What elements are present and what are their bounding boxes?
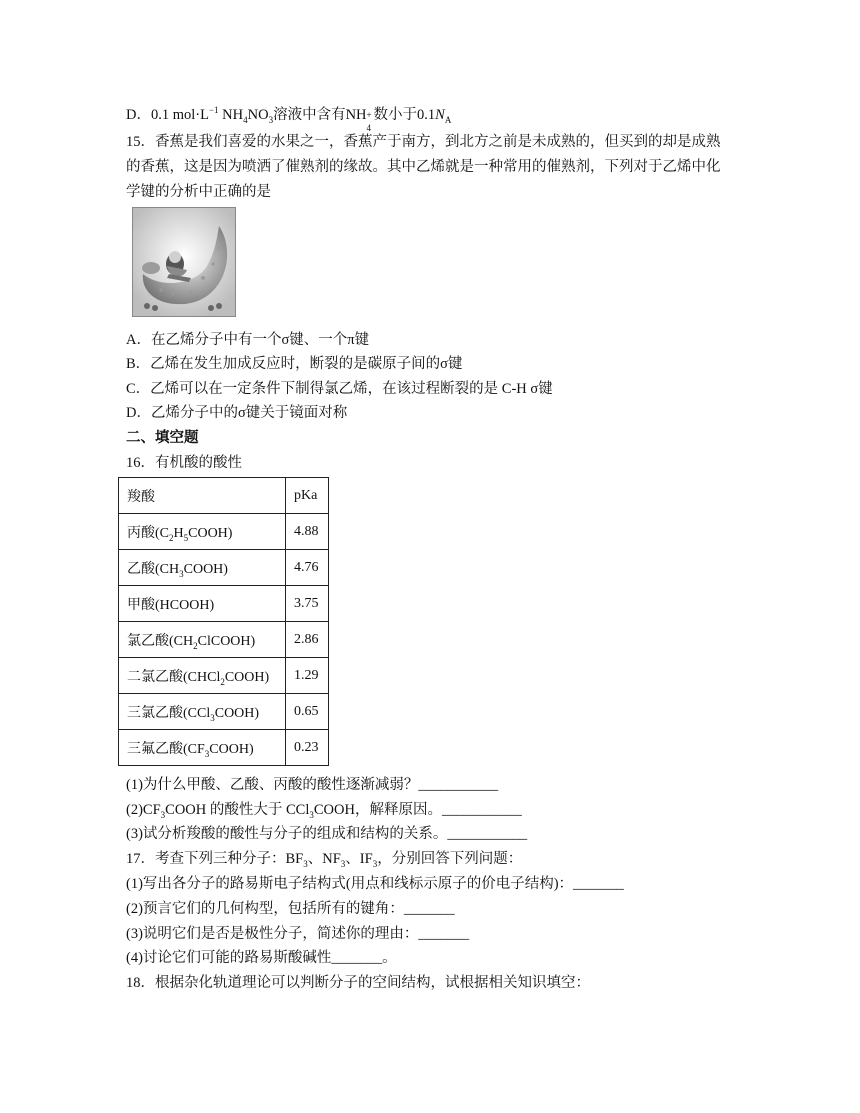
acid-name: 丙酸$(C_2H_5COOH)$ [119,514,286,550]
q17-sub3: (3)说明它们是否是极性分子，简述你的理由：_______ [126,926,470,942]
q16-sub1: (1)为什么甲酸、乙酸、丙酸的酸性逐渐减弱？___________ [126,777,499,793]
table-row [119,622,329,658]
q17-sub4: (4)讨论它们可能的路易斯酸碱性_______。 [126,950,397,966]
q15-stem-line2: 的香蕉，这是因为喷洒了催熟剂的缘故。其中乙烯就是一种常用的催熟剂，下列对于乙烯中化 [126,159,721,175]
table-row [119,586,329,622]
table-row [119,694,329,730]
header-acid: 羧酸 [119,478,286,514]
banana-girl-illustration [132,207,236,317]
table-row [119,550,329,586]
q15-stem-line3: 学键的分析中正确的是 [126,184,271,200]
acid-name: 甲酸(HCOOH) [119,586,286,622]
q17-sub1: (1)写出各分子的路易斯电子结构式(用点和线标示原子的价电子结构)：_______ [126,876,624,892]
acid-pka-table [118,477,329,766]
acid-pka: 4.76 [286,550,329,586]
q14-option-d: D．0.1 $mol\cdot L^{-1}$ $NH_4NO_3$溶液中含有NH + 4 数小于$0.1N_A$ [126,105,452,133]
acid-pka: 1.29 [286,658,329,694]
header-pka: pKa [286,478,329,514]
acid-name: 三氟乙酸$(CF_3COOH)$ [119,730,286,766]
acid-pka: 2.86 [286,622,329,658]
table-row [119,658,329,694]
q17-stem: 17．考查下列三种分子：$BF_3$、$NF_3$、$IF_3$，分别回答下列问题： [126,851,523,869]
q17-sub2: (2)预言它们的几何构型，包括所有的键角：_______ [126,901,455,917]
q15-option-d: D．乙烯分子中的σ键关于镜面对称 [126,405,348,421]
q15-option-c: C．乙烯可以在一定条件下制得氯乙烯，在该过程断裂的是 C-H σ键 [126,381,553,397]
q18-stem: 18．根据杂化轨道理论可以判断分子的空间结构，试根据相关知识填空： [126,975,590,991]
q15-option-b: B．乙烯在发生加成反应时，断裂的是碳原子间的σ键 [126,356,463,372]
acid-name: 乙酸$(CH_3COOH)$ [119,550,286,586]
table-header-row [119,478,329,514]
acid-pka: 0.23 [286,730,329,766]
acid-pka: 3.75 [286,586,329,622]
q15-stem-line1: 15．香蕉是我们喜爱的水果之一，香蕉产于南方，到北方之前是未成熟的，但买到的却是成熟 [126,134,721,150]
acid-pka: 4.88 [286,514,329,550]
acid-name: 二氯乙酸(CHCl$_2$COOH) [119,658,286,694]
q15-option-a: A．在乙烯分子中有一个σ键、一个π键 [126,332,370,348]
section-title: 二、填空题 [126,430,199,446]
q16-sub3: (3)试分析羧酸的酸性与分子的组成和结构的关系。___________ [126,826,528,842]
acid-name: 三氯乙酸(CCl$_3$COOH) [119,694,286,730]
table-row [119,730,329,766]
q16-sub2: $(2)CF_3COOH$ 的酸性大于 CCl$_3$COOH，解释原因。___________ [126,802,522,820]
acid-name: 氯乙酸$(CH_2ClCOOH)$ [119,622,286,658]
q16-title: 16．有机酸的酸性 [126,455,242,471]
table-row [119,514,329,550]
acid-pka: 0.65 [286,694,329,730]
